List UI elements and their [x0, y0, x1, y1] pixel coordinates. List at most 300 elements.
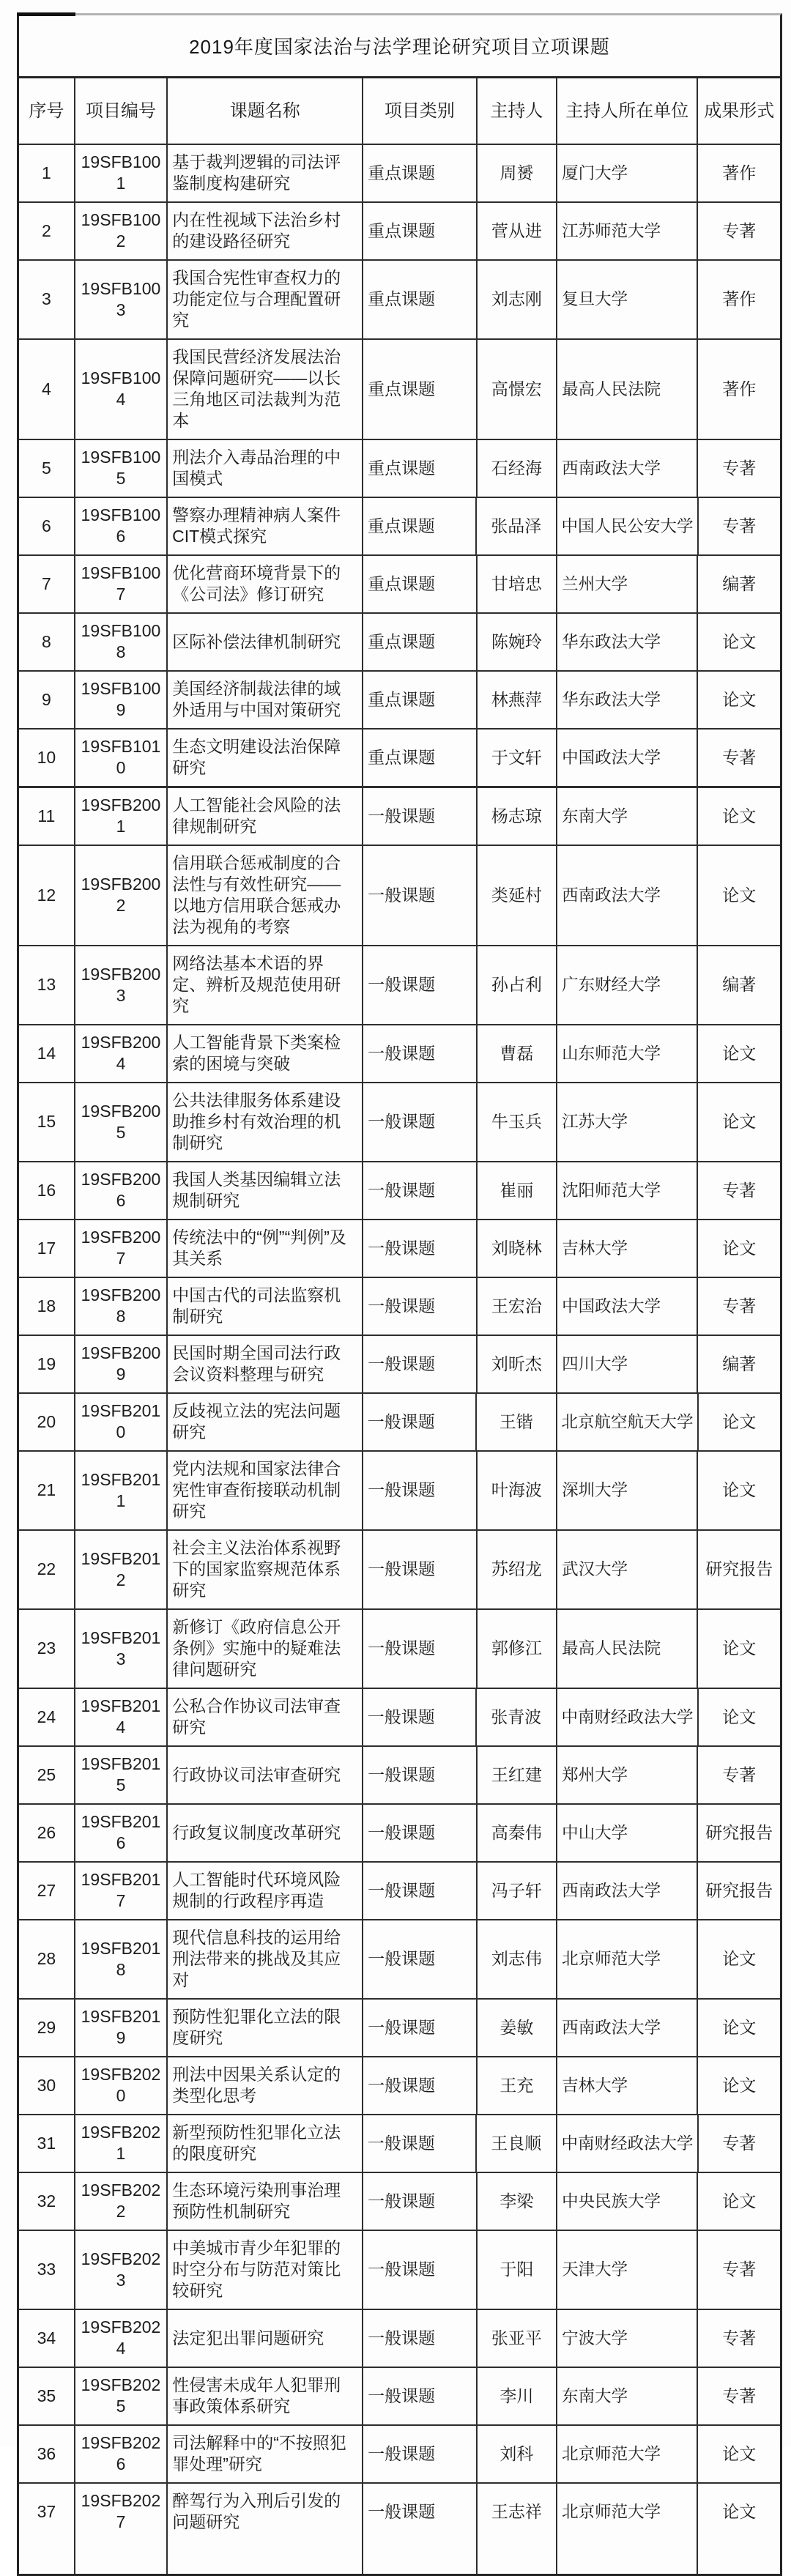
cell-host-org: 中南财经政法大学	[557, 2115, 699, 2172]
cell-output-form: 专著	[722, 2386, 757, 2405]
empty-cell	[363, 2540, 477, 2574]
cell-serial-number: 13	[19, 946, 75, 1024]
cell-host-org: 北京航空航天大学	[557, 1394, 699, 1450]
cell-project-code: 19SFB2013	[75, 1610, 168, 1688]
table-row	[19, 2173, 780, 2231]
cell-category: 重点课题	[363, 203, 477, 259]
cell-project-title: 现代信息科技的运用给刑法带来的挑战及其应对	[168, 1920, 363, 1998]
cell-serial-number: 31	[19, 2115, 75, 2172]
cell-category: 重点课题	[363, 145, 477, 201]
table-row	[19, 261, 780, 340]
cell-host: 刘志伟	[478, 1920, 558, 1998]
table-row	[19, 1863, 780, 1920]
cell-project-title: 优化营商环境背景下的《公司法》修订研究	[168, 556, 363, 612]
cell-host-org: 吉林大学	[557, 2057, 698, 2114]
cell-category: 一般课题	[363, 2173, 477, 2230]
cell-host: 苏绍龙	[478, 1531, 558, 1608]
cell-project-title: 性侵害未成年人犯罪刑事政策体系研究	[168, 2368, 363, 2424]
cell-output-form: 专著	[722, 220, 757, 240]
cell-output-form: 论文	[722, 1638, 757, 1658]
cell-output-form: 研究报告	[705, 1822, 773, 1842]
table-title: 2019年度国家法治与法学理论研究项目立项课题	[189, 36, 610, 58]
cell-host-org: 西南政法大学	[557, 2000, 698, 2056]
table-row	[19, 145, 780, 203]
cell-serial-number: 35	[19, 2368, 75, 2424]
cell-category: 一般课题	[363, 788, 477, 845]
cell-category: 重点课题	[363, 556, 477, 612]
cell-host: 王充	[478, 2057, 558, 2114]
cell-output-form: 论文	[722, 1480, 757, 1499]
cell-output-form: 专著	[722, 2133, 757, 2153]
cell-host: 陈婉玲	[478, 614, 558, 670]
cell-serial-number: 30	[19, 2057, 75, 2114]
cell-project-title: 信用联合惩戒制度的合法性与有效性研究——以地方信用联合惩戒办法为视角的考察	[168, 846, 363, 945]
cell-host: 李梁	[478, 2173, 558, 2230]
cell-host-org: 天津大学	[557, 2231, 698, 2309]
cell-host: 张青波	[477, 1689, 557, 1745]
cell-project-title: 生态环境污染刑事治理预防性机制研究	[168, 2173, 363, 2230]
cell-output-form: 专著	[722, 2260, 757, 2279]
cell-project-code: 19SFB2001	[75, 788, 168, 845]
cell-serial-number: 26	[19, 1805, 75, 1861]
empty-cell	[19, 2540, 75, 2574]
cell-host: 高秦伟	[478, 1805, 558, 1861]
cell-project-code: 19SFB1004	[75, 340, 168, 439]
table-row	[19, 846, 780, 946]
table-row	[19, 1336, 780, 1394]
table-row	[19, 2115, 780, 2173]
cell-category: 一般课题	[363, 1610, 477, 1688]
cell-project-code: 19SFB2018	[75, 1920, 168, 1998]
cell-project-code: 19SFB2009	[75, 1336, 168, 1392]
empty-cell	[698, 2540, 780, 2574]
cell-project-code: 19SFB2014	[75, 1689, 168, 1745]
cell-project-title: 人工智能背景下类案检索的困境与突破	[168, 1025, 363, 1082]
cell-category: 重点课题	[363, 730, 477, 786]
table-row	[19, 1394, 780, 1452]
cell-output-form: 专著	[722, 1764, 757, 1784]
cell-category: 一般课题	[363, 1452, 477, 1529]
cell-project-title: 中国古代的司法监察机制研究	[168, 1278, 363, 1335]
cell-host: 牛玉兵	[478, 1083, 558, 1161]
header-cell: 主持人所在单位	[557, 78, 698, 144]
cell-project-title: 区际补偿法律机制研究	[168, 614, 363, 670]
cell-project-code: 19SFB2023	[75, 2231, 168, 2309]
cell-project-code: 19SFB1005	[75, 440, 168, 497]
cell-project-title: 行政协议司法审查研究	[168, 1747, 363, 1803]
cell-serial-number: 8	[19, 614, 75, 670]
table-row	[19, 1531, 780, 1610]
cell-category: 一般课题	[363, 1083, 477, 1161]
cell-host: 郭修江	[478, 1610, 558, 1688]
empty-cell	[75, 2540, 168, 2574]
cell-serial-number: 23	[19, 1610, 75, 1688]
table-row	[19, 203, 780, 261]
cell-host: 王良顺	[477, 2115, 557, 2172]
table-row	[19, 2368, 780, 2426]
cell-host-org: 中南财经政法大学	[557, 1689, 699, 1745]
cell-host-org: 中国政法大学	[557, 1278, 698, 1335]
cell-project-code: 19SFB2026	[75, 2426, 168, 2482]
table-row	[19, 2310, 780, 2368]
cell-host: 张亚平	[478, 2310, 558, 2367]
cell-project-code: 19SFB1007	[75, 556, 168, 612]
cell-category: 重点课题	[363, 672, 477, 728]
cell-serial-number: 27	[19, 1863, 75, 1919]
cell-project-title: 党内法规和国家法律合宪性审查衔接联动机制研究	[168, 1452, 363, 1529]
cell-project-title: 预防性犯罪化立法的限度研究	[168, 2000, 363, 2056]
cell-host-org: 中央民族大学	[557, 2173, 698, 2230]
cell-serial-number: 22	[19, 1531, 75, 1608]
table-row	[19, 1689, 780, 1747]
table-row	[19, 672, 780, 730]
cell-project-title: 行政复议制度改革研究	[168, 1805, 363, 1861]
cell-output-form: 编著	[722, 975, 757, 994]
table-title-row	[19, 15, 780, 78]
cell-category: 一般课题	[363, 2368, 477, 2424]
header-cell: 项目类别	[363, 78, 477, 144]
cell-project-code: 19SFB2015	[75, 1747, 168, 1803]
cell-project-title: 刑法介入毒品治理的中国模式	[168, 440, 363, 497]
cell-output-form: 论文	[722, 2075, 757, 2095]
cell-host: 李川	[478, 2368, 558, 2424]
cell-host: 菅从进	[478, 203, 558, 259]
cell-project-title: 生态文明建设法治保障研究	[168, 730, 363, 786]
cell-project-title: 网络法基本术语的界定、辨析及规范使用研究	[168, 946, 363, 1024]
table-row	[19, 340, 780, 440]
cell-project-code: 19SFB2017	[75, 1863, 168, 1919]
cell-category: 一般课题	[363, 1394, 477, 1450]
cell-output-form: 论文	[722, 885, 757, 905]
cell-output-form: 著作	[722, 379, 757, 398]
table-row	[19, 1610, 780, 1689]
cell-output-form: 论文	[722, 1949, 757, 1968]
cell-project-title: 我国合宪性审查权力的功能定位与合理配置研究	[168, 261, 363, 338]
cell-host: 王宏治	[478, 1278, 558, 1335]
cell-serial-number: 7	[19, 556, 75, 612]
cell-serial-number: 17	[19, 1220, 75, 1277]
cell-project-code: 19SFB2004	[75, 1025, 168, 1082]
table-row	[19, 2000, 780, 2057]
cell-host: 王红建	[478, 1747, 558, 1803]
cell-host-org: 最高人民法院	[557, 1610, 698, 1688]
cell-project-title: 司法解释中的“不按照犯罪处理”研究	[168, 2426, 363, 2482]
cell-host-org: 厦门大学	[557, 145, 698, 201]
header-cell: 序号	[19, 78, 75, 144]
cell-project-title: 公共法律服务体系建设助推乡村有效治理的机制研究	[168, 1083, 363, 1161]
cell-project-title: 人工智能社会风险的法律规制研究	[168, 788, 363, 845]
cell-output-form: 编著	[722, 574, 757, 593]
cell-output-form: 论文	[722, 1043, 757, 1063]
cell-host-org: 中国政法大学	[557, 730, 698, 786]
table-row	[19, 614, 780, 672]
cell-project-title: 传统法中的“例”“判例”及其关系	[168, 1220, 363, 1277]
cell-host: 冯子轩	[478, 1863, 558, 1919]
cell-host-org: 复旦大学	[557, 261, 698, 338]
cell-serial-number: 6	[19, 498, 75, 554]
cell-output-form: 专著	[722, 747, 757, 767]
cell-serial-number: 34	[19, 2310, 75, 2367]
cell-project-code: 19SFB2007	[75, 1220, 168, 1277]
cell-host: 孙占利	[478, 946, 558, 1024]
cell-project-title: 反歧视立法的宪法问题研究	[168, 1394, 363, 1450]
table-row	[19, 1162, 780, 1220]
cell-host-org: 江苏大学	[557, 1083, 698, 1161]
cell-project-title: 法定犯出罪问题研究	[168, 2310, 363, 2367]
cell-category: 一般课题	[363, 2310, 477, 2367]
table-row	[19, 946, 780, 1025]
cell-project-title: 公私合作协议司法审查研究	[168, 1689, 363, 1745]
cell-serial-number: 25	[19, 1747, 75, 1803]
cell-output-form: 论文	[722, 1112, 757, 1131]
table-row	[19, 1747, 780, 1805]
cell-project-code: 19SFB2003	[75, 946, 168, 1024]
cell-category: 一般课题	[363, 2484, 477, 2540]
cell-host: 崔丽	[478, 1162, 558, 1219]
cell-serial-number: 4	[19, 340, 75, 439]
cell-output-form: 专著	[722, 2328, 757, 2347]
cell-output-form: 论文	[722, 1238, 757, 1258]
empty-cell	[557, 2540, 698, 2574]
cell-serial-number: 19	[19, 1336, 75, 1392]
cell-output-form: 论文	[722, 2017, 757, 2037]
cell-project-code: 19SFB1003	[75, 261, 168, 338]
cell-project-title: 民国时期全国司法行政会议资料整理与研究	[168, 1336, 363, 1392]
table-row	[19, 1278, 780, 1336]
cell-host: 于阳	[478, 2231, 558, 2309]
cell-category: 重点课题	[363, 614, 477, 670]
cell-serial-number: 28	[19, 1920, 75, 1998]
table-row	[19, 2484, 780, 2540]
cell-host: 曹磊	[478, 1025, 558, 1082]
cell-serial-number: 11	[19, 788, 75, 845]
cell-project-code: 19SFB1008	[75, 614, 168, 670]
cell-project-code: 19SFB2006	[75, 1162, 168, 1219]
cell-category: 一般课题	[363, 946, 477, 1024]
projects-table	[17, 13, 782, 2576]
cell-category: 一般课题	[363, 1278, 477, 1335]
cell-output-form: 专著	[722, 1180, 757, 1200]
table-row	[19, 1920, 780, 2000]
header-cell: 主持人	[478, 78, 558, 144]
cell-host-org: 华东政法大学	[557, 614, 698, 670]
cell-output-form: 论文	[722, 631, 757, 651]
cell-serial-number: 33	[19, 2231, 75, 2309]
cell-host-org: 最高人民法院	[557, 340, 698, 439]
cell-category: 一般课题	[363, 2000, 477, 2056]
cell-project-code: 19SFB2022	[75, 2173, 168, 2230]
cell-host-org: 兰州大学	[557, 556, 698, 612]
cell-host-org: 西南政法大学	[557, 846, 698, 945]
cell-project-title: 基于裁判逻辑的司法评鉴制度构建研究	[168, 145, 363, 201]
cell-project-title: 社会主义法治体系视野下的国家监察规范体系研究	[168, 1531, 363, 1608]
table-row	[19, 2057, 780, 2115]
cell-category: 一般课题	[363, 1747, 477, 1803]
table-row	[19, 2426, 780, 2484]
cell-category: 一般课题	[363, 1162, 477, 1219]
cell-host: 高憬宏	[478, 340, 558, 439]
cell-host: 刘科	[478, 2426, 558, 2482]
cell-project-code: 19SFB1002	[75, 203, 168, 259]
cell-output-form: 专著	[722, 516, 757, 535]
cell-project-title: 内在性视域下法治乡村的建设路径研究	[168, 203, 363, 259]
cell-project-code: 19SFB1009	[75, 672, 168, 728]
cell-serial-number: 24	[19, 1689, 75, 1745]
cell-category: 重点课题	[363, 261, 477, 338]
cell-serial-number: 1	[19, 145, 75, 201]
cell-project-title: 新修订《政府信息公开条例》实施中的疑难法律问题研究	[168, 1610, 363, 1688]
cell-category: 重点课题	[363, 340, 477, 439]
cell-host-org: 中国人民公安大学	[557, 498, 699, 554]
cell-serial-number: 32	[19, 2173, 75, 2230]
cell-project-code: 19SFB2011	[75, 1452, 168, 1529]
cell-category: 一般课题	[363, 846, 477, 945]
cell-project-title: 刑法中因果关系认定的类型化思考	[168, 2057, 363, 2114]
cell-host: 刘志刚	[478, 261, 558, 338]
cell-serial-number: 15	[19, 1083, 75, 1161]
cell-host-org: 中山大学	[557, 1805, 698, 1861]
cell-project-code: 19SFB2002	[75, 846, 168, 945]
header-cell: 课题名称	[168, 78, 363, 144]
cell-host: 张品泽	[477, 498, 557, 554]
cell-project-code: 19SFB1006	[75, 498, 168, 554]
cell-serial-number: 20	[19, 1394, 75, 1450]
table-row	[19, 730, 780, 787]
cell-project-code: 19SFB2005	[75, 1083, 168, 1161]
cell-category: 一般课题	[363, 1863, 477, 1919]
cell-serial-number: 14	[19, 1025, 75, 1082]
cell-host-org: 吉林大学	[557, 1220, 698, 1277]
cell-host-org: 宁波大学	[557, 2310, 698, 2367]
header-cell: 项目编号	[75, 78, 168, 144]
cell-category: 一般课题	[363, 1920, 477, 1998]
cell-host: 姜敏	[478, 2000, 558, 2056]
cell-project-code: 19SFB2016	[75, 1805, 168, 1861]
table-row	[19, 498, 780, 556]
table-row	[19, 1025, 780, 1083]
cell-project-code: 19SFB1010	[75, 730, 168, 786]
cell-project-title: 中美城市青少年犯罪的时空分布与防范对策比较研究	[168, 2231, 363, 2309]
table-row	[19, 1083, 780, 1162]
cell-project-code: 19SFB2010	[75, 1394, 168, 1450]
cell-project-title: 我国民营经济发展法治保障问题研究——以长三角地区司法裁判为范本	[168, 340, 363, 439]
cell-serial-number: 2	[19, 203, 75, 259]
table-row	[19, 787, 780, 846]
cell-host-org: 北京师范大学	[557, 1920, 698, 1998]
cell-serial-number: 29	[19, 2000, 75, 2056]
cell-host: 叶海波	[478, 1452, 558, 1529]
cell-project-title: 人工智能时代环境风险规制的行政程序再造	[168, 1863, 363, 1919]
cell-project-title: 警察办理精神病人案件CIT模式探究	[168, 498, 363, 554]
cell-serial-number: 12	[19, 846, 75, 945]
table-row	[19, 1805, 780, 1863]
header-cell: 成果形式	[704, 101, 775, 121]
cell-host-org: 江苏师范大学	[557, 203, 698, 259]
table-row	[19, 2231, 780, 2310]
table-row	[19, 1452, 780, 1531]
table-row	[19, 440, 780, 498]
table-row	[19, 556, 780, 614]
partial-next-row	[19, 2540, 780, 2574]
cell-project-title: 醉驾行为入刑后引发的问题研究	[168, 2484, 363, 2540]
cell-project-title: 美国经济制裁法律的域外适用与中国对策研究	[168, 672, 363, 728]
cell-host-org: 西南政法大学	[557, 1863, 698, 1919]
empty-cell	[168, 2540, 363, 2574]
cell-host-org: 山东师范大学	[557, 1025, 698, 1082]
cell-host: 王志祥	[478, 2484, 558, 2540]
table-top-accent	[17, 12, 75, 16]
cell-project-code: 19SFB2024	[75, 2310, 168, 2367]
cell-output-form: 论文	[722, 2191, 757, 2211]
table-row	[19, 1220, 780, 1278]
cell-host: 刘昕杰	[478, 1336, 558, 1392]
cell-host: 林燕萍	[478, 672, 558, 728]
cell-project-code: 19SFB2012	[75, 1531, 168, 1608]
cell-serial-number: 36	[19, 2426, 75, 2482]
cell-category: 一般课题	[363, 2115, 477, 2172]
cell-category: 一般课题	[363, 1336, 477, 1392]
cell-project-code: 19SFB2008	[75, 1278, 168, 1335]
cell-project-code: 19SFB2020	[75, 2057, 168, 2114]
cell-project-code: 19SFB2019	[75, 2000, 168, 2056]
cell-host-org: 沈阳师范大学	[557, 1162, 698, 1219]
cell-category: 一般课题	[363, 2057, 477, 2114]
cell-output-form: 论文	[722, 806, 757, 825]
cell-serial-number: 16	[19, 1162, 75, 1219]
cell-host-org: 北京师范大学	[557, 2484, 698, 2540]
cell-output-form: 论文	[722, 1707, 757, 1726]
cell-host: 石经海	[478, 440, 558, 497]
cell-serial-number: 9	[19, 672, 75, 728]
cell-output-form: 研究报告	[705, 1559, 773, 1578]
cell-category: 一般课题	[363, 1805, 477, 1861]
cell-host-org: 西南政法大学	[557, 440, 698, 497]
cell-host-org: 武汉大学	[557, 1531, 698, 1608]
cell-host-org: 东南大学	[557, 2368, 698, 2424]
cell-host-org: 北京师范大学	[557, 2426, 698, 2482]
cell-category: 重点课题	[363, 440, 477, 497]
cell-output-form: 论文	[722, 689, 757, 709]
cell-host: 甘培忠	[478, 556, 558, 612]
cell-host: 周赟	[478, 145, 558, 201]
cell-serial-number: 5	[19, 440, 75, 497]
cell-project-code: 19SFB2025	[75, 2368, 168, 2424]
cell-project-code: 19SFB1001	[75, 145, 168, 201]
cell-category: 一般课题	[363, 1531, 477, 1608]
cell-host: 王锴	[477, 1394, 557, 1450]
cell-host: 杨志琼	[478, 788, 558, 845]
cell-host-org: 郑州大学	[557, 1747, 698, 1803]
cell-serial-number: 3	[19, 261, 75, 338]
cell-output-form: 论文	[722, 2501, 757, 2521]
cell-serial-number: 21	[19, 1452, 75, 1529]
cell-host-org: 华东政法大学	[557, 672, 698, 728]
cell-output-form: 研究报告	[705, 1880, 773, 1900]
cell-category: 重点课题	[363, 498, 477, 554]
cell-project-title: 新型预防性犯罪化立法的限度研究	[168, 2115, 363, 2172]
cell-host-org: 广东财经大学	[557, 946, 698, 1024]
cell-serial-number: 10	[19, 730, 75, 786]
cell-host-org: 四川大学	[557, 1336, 698, 1392]
empty-cell	[478, 2540, 558, 2574]
cell-output-form: 专著	[722, 1296, 757, 1315]
cell-output-form: 编著	[722, 1354, 757, 1373]
cell-output-form: 论文	[722, 2443, 757, 2463]
cell-output-form: 著作	[722, 289, 757, 308]
cell-serial-number: 37	[19, 2484, 75, 2540]
cell-project-code: 19SFB2027	[75, 2484, 168, 2540]
cell-category: 一般课题	[363, 1025, 477, 1082]
